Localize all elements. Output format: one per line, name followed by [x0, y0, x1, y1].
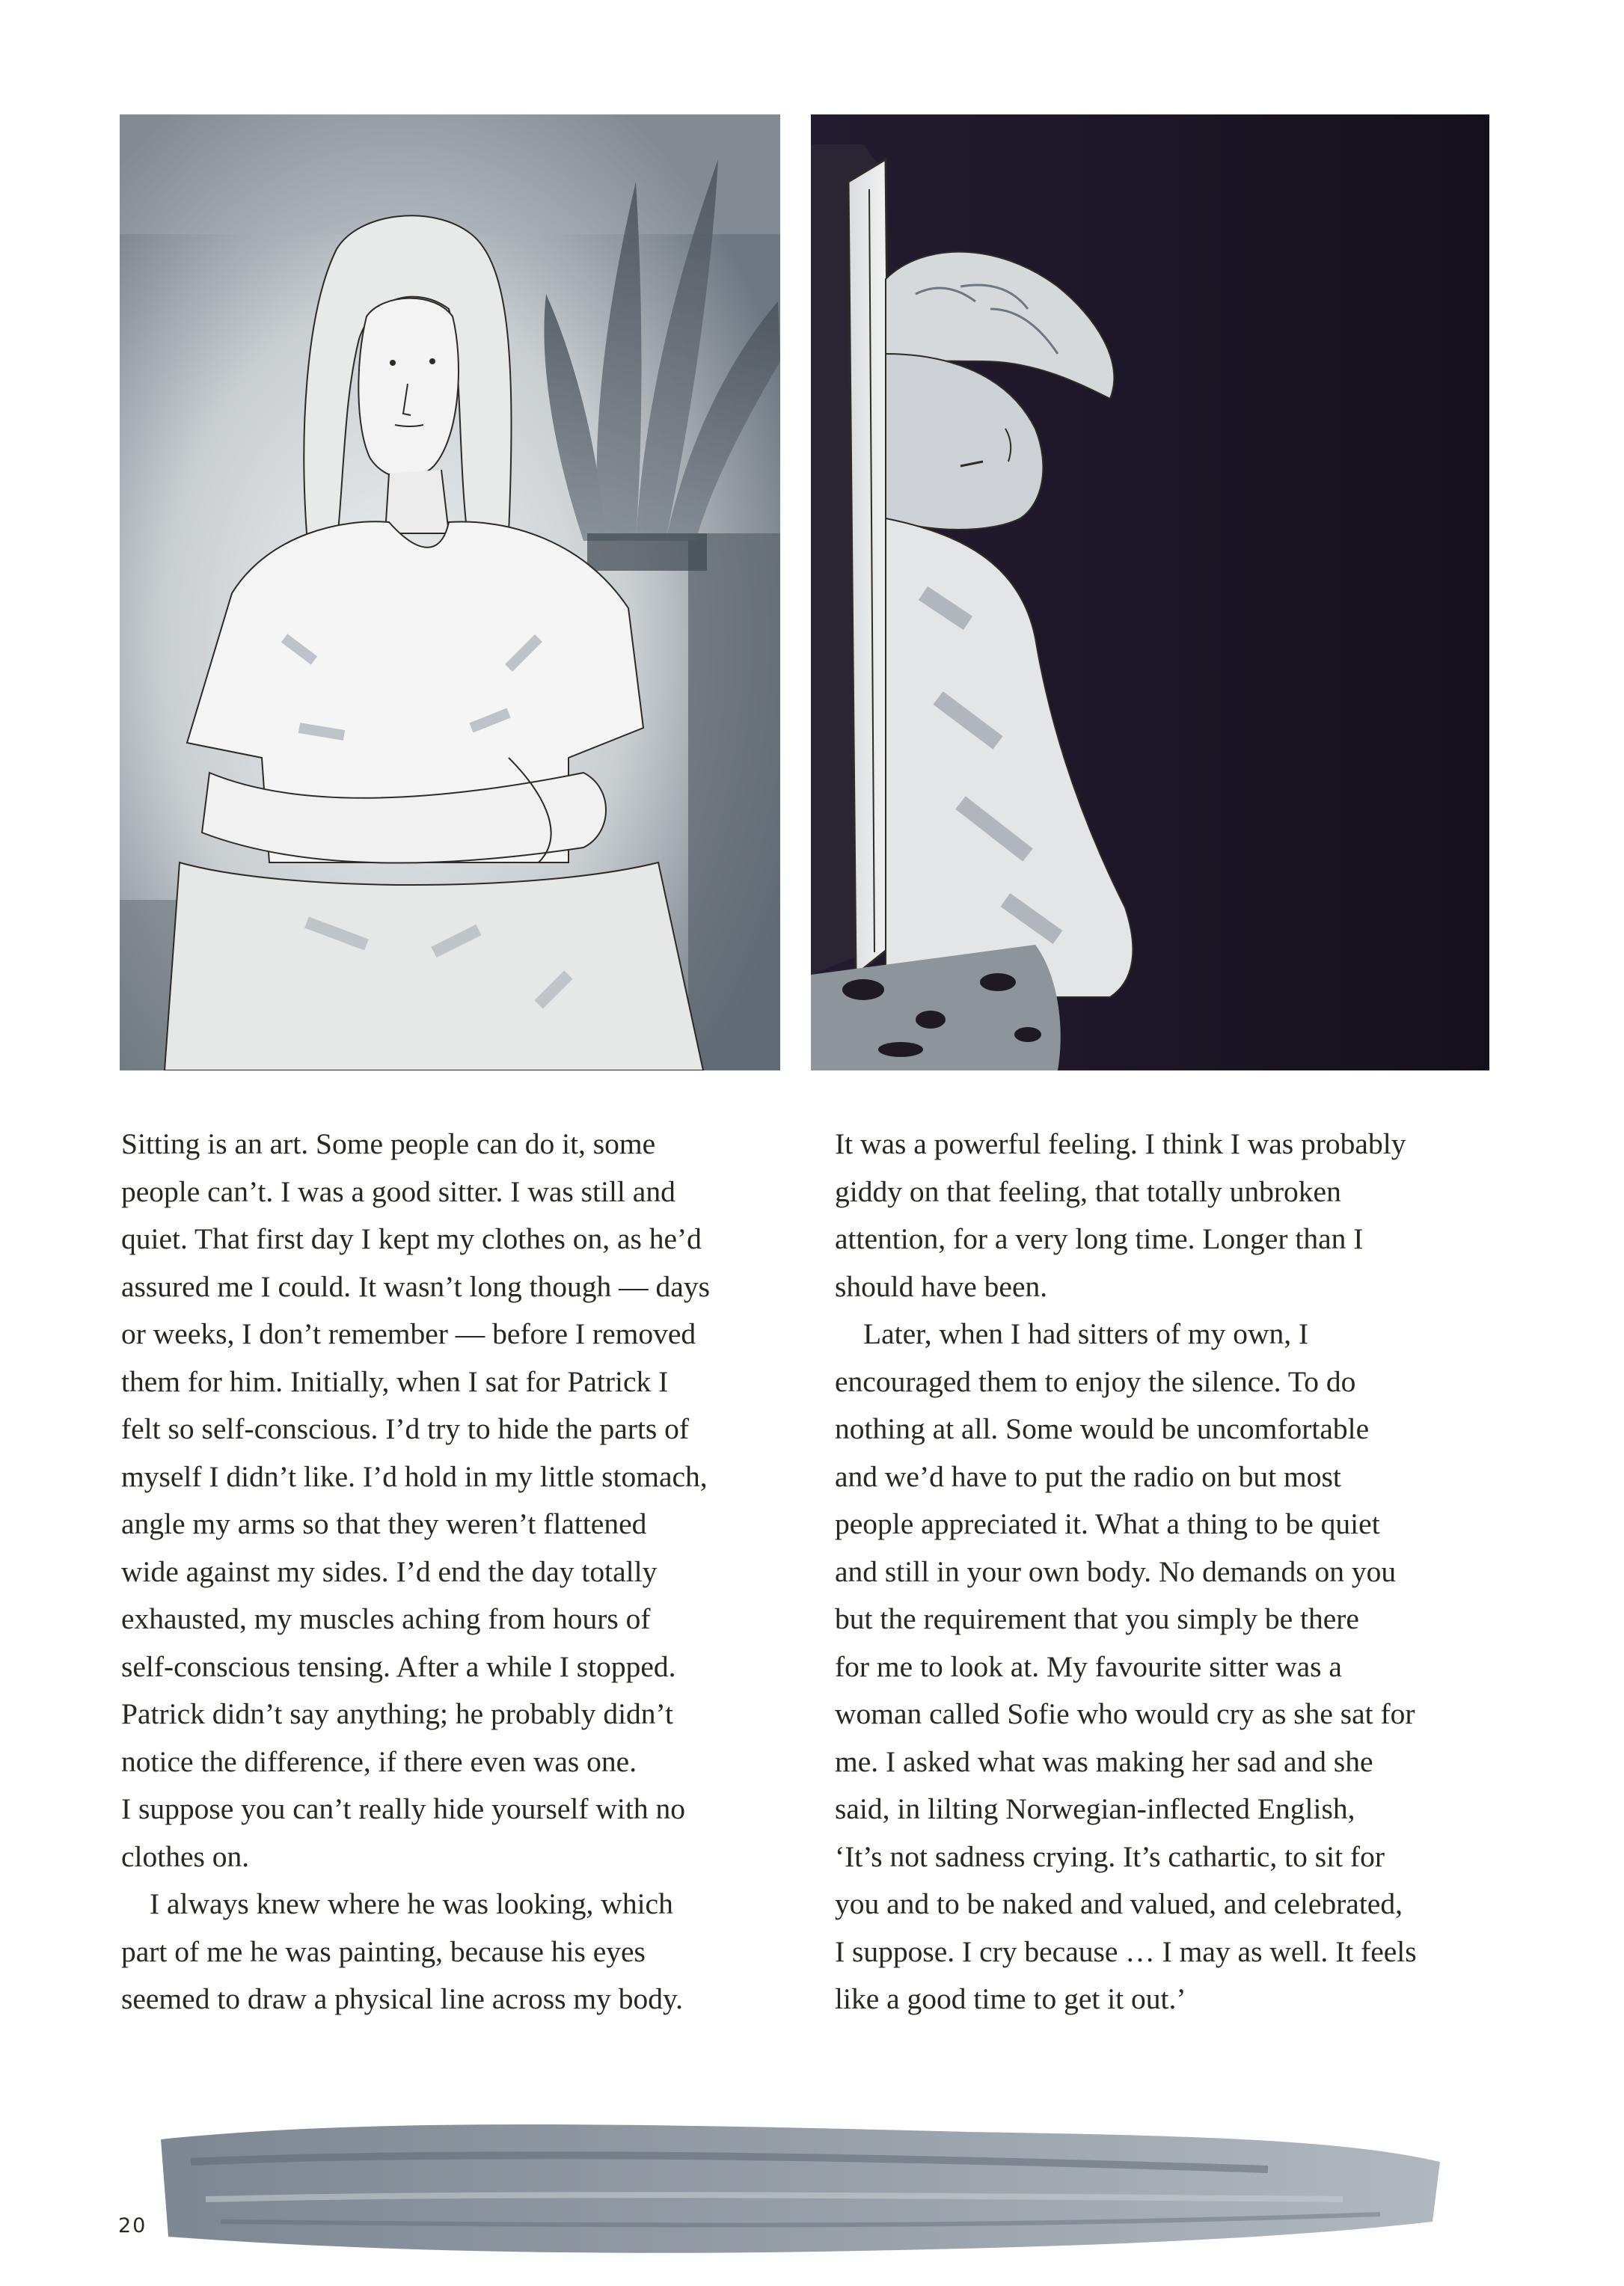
body-text-line: nothing at all. Some would be uncomfortable: [835, 1412, 1370, 1445]
page-number: 20: [118, 2214, 147, 2237]
body-text-line: you and to be naked and valued, and celebrated,: [835, 1887, 1403, 1920]
body-text-line: woman called Sofie who would cry as she sat for: [835, 1697, 1415, 1730]
body-text-line: people appreciated it. What a thing to be quiet: [835, 1507, 1380, 1540]
body-text-line: attention, for a very long time. Longer than I: [835, 1222, 1364, 1255]
body-text-line: or weeks, I don’t remember — before I removed: [121, 1317, 696, 1350]
body-text-line: me. I asked what was making her sad and she: [835, 1744, 1373, 1778]
body-text-line: should have been.: [835, 1269, 1048, 1303]
painter-watercolor: [811, 114, 1489, 1070]
brush-stroke-graphic: [146, 2109, 1455, 2263]
body-text-line: self-conscious tensing. After a while I stopped.: [121, 1649, 676, 1683]
body-text-line: notice the difference, if there even was one.: [121, 1744, 637, 1778]
illustration-seated-woman: [120, 114, 780, 1070]
body-text-line: but the requirement that you simply be there: [835, 1602, 1359, 1635]
text-column-left: [121, 1121, 794, 2023]
body-text-line: like a good time to get it out.’: [835, 1982, 1186, 2015]
body-text-line: seemed to draw a physical line across my body.: [121, 1982, 684, 2015]
body-text-line: part of me he was painting, because his eyes: [121, 1934, 646, 1968]
body-text-line: Patrick didn’t say anything; he probably didn’t: [121, 1697, 673, 1730]
paragraph-start-line: I always knew where he was looking, which: [150, 1887, 673, 1920]
watercolor-brush-stroke: [146, 2109, 1455, 2263]
body-text-line: wide against my sides. I’d end the day totally: [121, 1554, 658, 1588]
body-text-line: them for him. Initially, when I sat for Patrick I: [121, 1364, 669, 1398]
body-text-line: assured me I could. It wasn’t long though — days: [121, 1269, 710, 1303]
body-text-line: quiet. That first day I kept my clothes on, as he’d: [121, 1222, 702, 1255]
body-text-line: clothes on.: [121, 1839, 250, 1873]
body-text-line: I suppose. I cry because … I may as well. It feels: [835, 1934, 1417, 1968]
body-text-line: angle my arms so that they weren’t flattened: [121, 1507, 647, 1540]
body-text-line: encouraged them to enjoy the silence. To do: [835, 1364, 1356, 1398]
body-text-line: myself I didn’t like. I’d hold in my little stomach,: [121, 1459, 708, 1493]
body-text-line: I suppose you can’t really hide yourself with no: [121, 1792, 685, 1825]
body-text-line: for me to look at. My favourite sitter was a: [835, 1649, 1342, 1683]
body-text-line: giddy on that feeling, that totally unbroken: [835, 1174, 1341, 1208]
body-text-line: ‘It’s not sadness crying. It’s cathartic, to sit for: [835, 1839, 1385, 1873]
body-text-line: It was a powerful feeling. I think I was probably: [835, 1127, 1406, 1160]
body-text-line: Sitting is an art. Some people can do it, some: [121, 1127, 656, 1160]
body-text-line: felt so self-conscious. I’d try to hide the parts of: [121, 1412, 690, 1445]
body-text-line: people can’t. I was a good sitter. I was still and: [121, 1174, 675, 1208]
paragraph-start-line: Later, when I had sitters of my own, I: [863, 1317, 1309, 1350]
text-column-right: [835, 1121, 1508, 2023]
body-text-line: said, in lilting Norwegian-inflected English,: [835, 1792, 1355, 1825]
illustration-painter-at-easel: [811, 114, 1489, 1070]
body-text-line: and we’d have to put the radio on but most: [835, 1459, 1341, 1493]
seated-woman-watercolor: [120, 114, 780, 1070]
body-text-line: exhausted, my muscles aching from hours of: [121, 1602, 651, 1635]
body-text-line: and still in your own body. No demands on you: [835, 1554, 1397, 1588]
